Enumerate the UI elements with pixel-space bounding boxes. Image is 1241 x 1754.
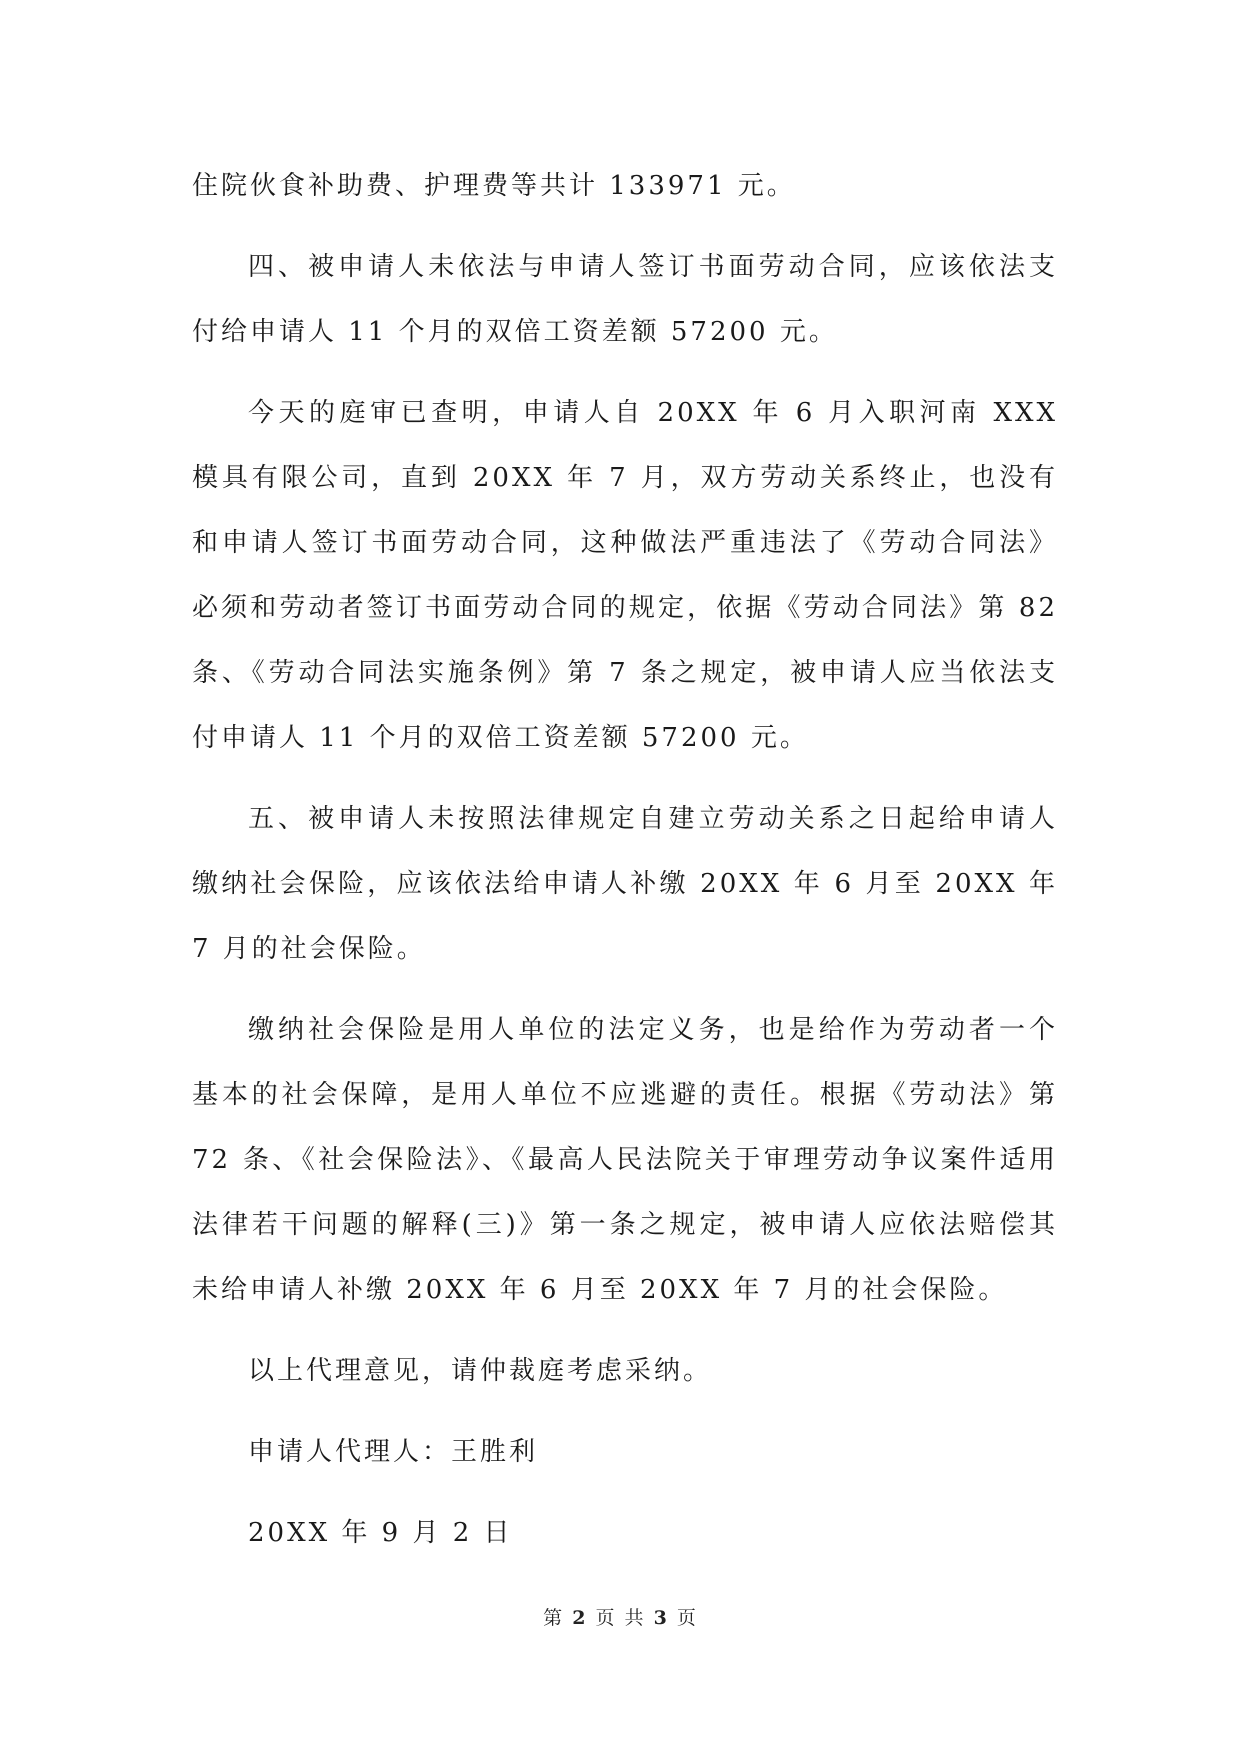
paragraph-closing: 以上代理意见，请仲裁庭考虑采纳。 <box>248 1356 713 1386</box>
current-page-number: 2 <box>572 1607 588 1629</box>
signature-date: 20XX 年 9 月 2 日 <box>248 1518 513 1548</box>
paragraph-continuation: 住院伙食补助费、护理费等共计 133971 元。 <box>192 171 796 201</box>
document-body <box>192 154 1058 1582</box>
paragraph-social-insurance: 缴纳社会保险是用人单位的法定义务，也是给作为劳动者一个基本的社会保障，是用人单位不应逃避的责任。根据《劳动法》第 72 条、《社会保险法》、《最高人民法院关于审理劳动争议案件适用法律若干问题的解释(三)》第一条之规定，被申请人应依法赔偿其未给申请人补缴 20XX 年 6 月至 20XX 年 7 月的社会保险。 <box>192 1015 1058 1305</box>
footer-middle: 页 共 <box>595 1607 646 1629</box>
signature-agent: 申请人代理人：王胜利 <box>248 1437 539 1467</box>
paragraph-point-four: 四、被申请人未依法与申请人签订书面劳动合同，应该依法支付给申请人 11 个月的双倍工资差额 57200 元。 <box>192 252 1058 347</box>
footer-prefix: 第 <box>543 1607 565 1629</box>
footer-suffix: 页 <box>676 1607 698 1629</box>
page-footer <box>0 1603 1241 1630</box>
paragraph-hearing-findings: 今天的庭审已查明，申请人自 20XX 年 6 月入职河南 XXX 模具有限公司，直到 20XX 年 7 月，双方劳动关系终止，也没有和申请人签订书面劳动合同，这种做法严重违法了《劳动合同法》必须和劳动者签订书面劳动合同的规定，依据《劳动合同法》第 82 条、《劳动合同法实施条例》第 7 条之规定，被申请人应当依法支付申请人 11 个月的双倍工资差额 57200 元。 <box>192 398 1058 753</box>
total-pages-number: 3 <box>653 1607 669 1629</box>
paragraph-point-five: 五、被申请人未按照法律规定自建立劳动关系之日起给申请人缴纳社会保险，应该依法给申请人补缴 20XX 年 6 月至 20XX 年 7 月的社会保险。 <box>192 804 1058 964</box>
